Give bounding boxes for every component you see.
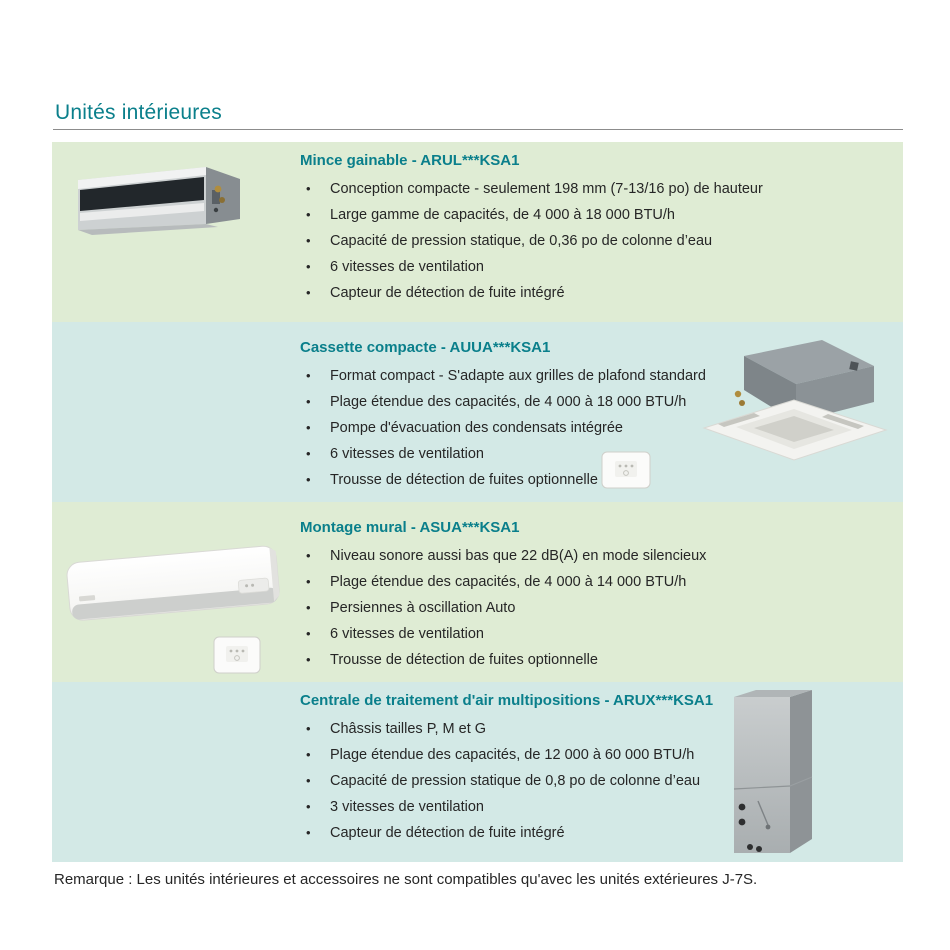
- feature-item: • Capteur de détection de fuite intégré: [300, 280, 875, 306]
- feature-item: • Persiennes à oscillation Auto: [300, 595, 875, 621]
- section-text: [300, 150, 875, 306]
- feature-list: [300, 363, 875, 493]
- feature-item: • Trousse de détection de fuites optionnelle: [300, 467, 875, 493]
- feature-item: • 6 vitesses de ventilation: [300, 621, 875, 647]
- feature-item: • Capteur de détection de fuite intégré: [300, 820, 875, 846]
- section-title: Centrale de traitement d'air multipositions - ARUX***KSA1: [300, 692, 714, 709]
- feature-list: [300, 543, 875, 673]
- section-title: Montage mural - ASUA***KSA1: [300, 519, 520, 536]
- section-text: [300, 337, 875, 493]
- feature-item: • Large gamme de capacités, de 4 000 à 18 000 BTU/h: [300, 202, 875, 228]
- feature-item: • 6 vitesses de ventilation: [300, 441, 875, 467]
- feature-item: • 3 vitesses de ventilation: [300, 794, 875, 820]
- feature-item: • Conception compacte - seulement 198 mm (7-13/16 po) de hauteur: [300, 176, 875, 202]
- feature-item: • Plage étendue des capacités, de 4 000 à 14 000 BTU/h: [300, 569, 875, 595]
- feature-item: • Trousse de détection de fuites optionnelle: [300, 647, 875, 673]
- feature-item: • Pompe d'évacuation des condensats intégrée: [300, 415, 875, 441]
- section-text: [300, 690, 875, 846]
- feature-item: • Plage étendue des capacités, de 4 000 à 18 000 BTU/h: [300, 389, 875, 415]
- product-sections: [52, 142, 903, 862]
- feature-item: • Capacité de pression statique de 0,8 po de colonne d’eau: [300, 768, 875, 794]
- remote-control-image: [213, 636, 261, 674]
- wall-mounted-unit-image: [60, 530, 290, 634]
- section-text: [300, 517, 875, 673]
- feature-list: [300, 176, 875, 306]
- section-title: Mince gainable - ARUL***KSA1: [300, 152, 520, 169]
- section-air-handler: [52, 682, 903, 862]
- title-divider: [53, 129, 903, 130]
- feature-item: • Châssis tailles P, M et G: [300, 716, 875, 742]
- section-wall-mounted: [52, 502, 903, 682]
- feature-item: • Format compact - S'adapte aux grilles de plafond standard: [300, 363, 875, 389]
- feature-item: • Capacité de pression statique, de 0,36 po de colonne d’eau: [300, 228, 875, 254]
- section-slim-duct: [52, 142, 903, 322]
- feature-item: • Plage étendue des capacités, de 12 000 à 60 000 BTU/h: [300, 742, 875, 768]
- feature-item: • Niveau sonore aussi bas que 22 dB(A) en mode silencieux: [300, 543, 875, 569]
- feature-list: [300, 716, 875, 846]
- section-compact-cassette: [52, 322, 903, 502]
- footer-note: Remarque : Les unités intérieures et accessoires ne sont compatibles qu'avec les unités extérieures J-7S.: [54, 871, 758, 888]
- section-title: Cassette compacte - AUUA***KSA1: [300, 339, 551, 356]
- slim-duct-unit-image: [66, 162, 256, 242]
- page-title: Unités intérieures: [55, 101, 223, 124]
- feature-item: • 6 vitesses de ventilation: [300, 254, 875, 280]
